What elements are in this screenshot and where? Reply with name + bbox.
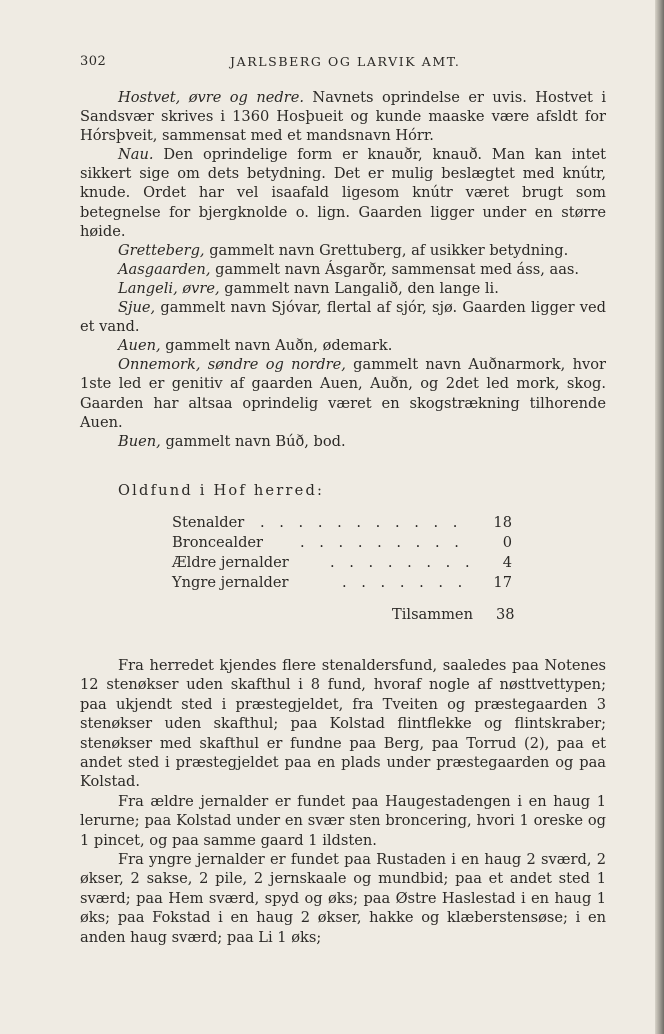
place-name-entries xyxy=(80,88,606,451)
oldfund-table xyxy=(172,513,516,593)
entry-name: Sjue, xyxy=(118,299,156,317)
entry-aasgaarden xyxy=(80,260,606,279)
entry-text: gammelt navn Auðn, ødemark. xyxy=(160,337,393,355)
row-label: Broncealder xyxy=(172,534,264,551)
entry-onnemork xyxy=(80,355,606,431)
row-label: Stenalder xyxy=(172,514,245,531)
entry-gretteberg xyxy=(80,241,606,260)
table-row xyxy=(172,533,516,553)
leader-dots: . . . . . . . . . xyxy=(300,534,464,551)
entry-name: Langeli, øvre, xyxy=(118,279,220,297)
entry-hostvet xyxy=(80,88,606,145)
row-value: 18 xyxy=(493,514,512,531)
leader-dots: . . . . . . . . . . . xyxy=(260,514,463,531)
entry-buen xyxy=(80,432,606,451)
leader-dots: . . . . . . . . xyxy=(330,554,475,571)
entry-text: gammelt navn Grettuberg, af usikker betydning. xyxy=(204,241,569,259)
entry-name: Buen, xyxy=(118,432,161,450)
leader-dots: . . . . . . . xyxy=(342,574,468,591)
paragraph-stone-age: Fra herredet kjendes flere stenaldersfund, saaledes paa Notenes 12 stenøkser uden skafthul i 8 fund, hvoraf nogle af nøsttvettypen; paa ukjendt sted i præstegjeldet, fra Tveiten og præstegaarden 3 stenøkser uden skafthul; paa Kolstad flintflekke og flintskraber; stenøkser med skafthul er fundne paa Berg, paa Torrud (2), paa et andet sted i præstegjeldet paa en plads under præstegaarden og paa Kolstad. xyxy=(80,657,606,791)
find-paragraphs xyxy=(80,656,606,947)
entry-text: gammelt navn Ásgarðr, sammensat med áss, aas. xyxy=(210,260,580,278)
entry-text: Navnets oprindelse er uvis. Hostvet i Sandsvær skrives i 1360 Hosþueit og kunde maaske være afsldt for Hórsþveit, sammensat med et mandsnavn Hórr. xyxy=(80,89,606,145)
oldfund-heading: Oldfund i Hof herred: xyxy=(118,482,325,499)
row-value: 4 xyxy=(502,554,512,571)
entry-name: Gretteberg, xyxy=(118,241,205,259)
entry-name: Hostvet, øvre og nedre. xyxy=(118,89,304,106)
row-value: 17 xyxy=(493,574,512,591)
page-edge-shadow xyxy=(655,0,664,1034)
entry-name: Aasgaarden, xyxy=(118,260,211,278)
entry-text: gammelt navn Búð, bod. xyxy=(160,432,346,450)
entry-langeli xyxy=(80,279,606,298)
total-label: Tilsammen xyxy=(392,606,473,623)
page-number: 302 xyxy=(80,54,107,69)
entry-text: gammelt navn Langalið, den lange li. xyxy=(219,279,499,297)
entry-text: gammelt navn Sjóvar, flertal af sjór, sjø. Gaarden ligger ved et vand. xyxy=(80,299,606,336)
entry-text: gammelt navn Auðnarmork, hvor 1ste led er genitiv af gaarden Auen, Auðn, og 2det led mork, skog. Gaarden har altsaa oprindelig været en skogstrækning tilhorende Auen. xyxy=(80,356,606,431)
total-value: 38 xyxy=(496,606,515,623)
entry-auen xyxy=(80,336,606,355)
entry-name: Nau. xyxy=(118,146,154,164)
entry-sjue xyxy=(80,298,606,336)
entry-name: Onnemork, søndre og nordre, xyxy=(118,356,346,374)
running-title: JARLSBERG OG LARVIK AMT. xyxy=(230,54,461,69)
row-label: Yngre jernalder xyxy=(172,574,289,591)
paragraph-early-iron-age: Fra ældre jernalder er fundet paa Haugestadengen i en haug 1 lerurne; paa Kolstad under en svær sten broncering, hvori 1 oreske og 1 pincet, og paa samme gaard 1 ildsten. xyxy=(80,792,606,849)
entry-text: Den oprindelige form er knauðr, knauð. Man kan intet sikkert sige om dets betydning. Det er mulig beslægtet med knútr, knude. Ordet har vel isaafald ligesom knútr været brugt som betegnelse for bjergknolde o. lign. Gaarden ligger under en større høide. xyxy=(80,146,606,240)
row-label: Ældre jernalder xyxy=(172,554,289,571)
paragraph-late-iron-age: Fra yngre jernalder er fundet paa Rustaden i en haug 2 sværd, 2 økser, 2 sakse, 2 pile, 2 jernskaale og mundbid; paa et andet sted 1 sværd; paa Hem sværd, spyd og øks; paa Østre Haslestad i en haug 1 øks; paa Fokstad i en haug 2 økser, hakke og klæberstensøse; i en anden haug sværd; paa Li 1 øks; xyxy=(80,851,606,946)
table-row xyxy=(172,513,516,533)
table-row xyxy=(172,573,516,593)
entry-name: Auen, xyxy=(118,337,161,355)
oldfund-total xyxy=(392,606,515,623)
table-row xyxy=(172,553,516,573)
row-value: 0 xyxy=(502,534,512,551)
entry-nau xyxy=(80,145,606,240)
